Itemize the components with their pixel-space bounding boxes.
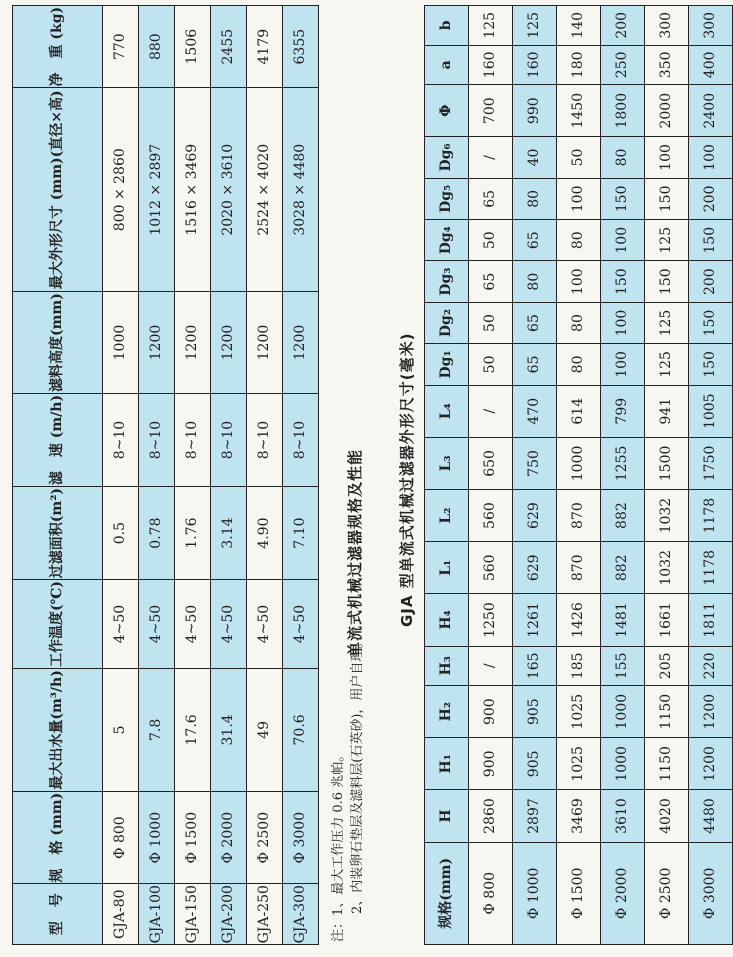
table-cell: 50 [557, 137, 601, 178]
table-cell: 65 [469, 178, 513, 219]
column-header: Dg₅ [425, 178, 469, 219]
table-cell: Φ 800 [103, 791, 139, 884]
table-cell: 160 [513, 45, 557, 85]
table-cell: 1200 [689, 738, 733, 790]
table-cell: 65 [513, 220, 557, 261]
table-cell: / [469, 385, 513, 437]
table-row [211, 6, 247, 945]
table-cell: 560 [469, 542, 513, 594]
table-header-row [425, 6, 469, 945]
table-cell: 3.14 [211, 487, 247, 580]
table-cell: 560 [469, 490, 513, 542]
table-header-row [13, 6, 103, 945]
table-cell: 900 [469, 686, 513, 738]
table-cell: Φ 2500 [247, 791, 283, 884]
table-cell: 125 [645, 344, 689, 385]
table-cell: 65 [513, 302, 557, 343]
table-cell: 470 [513, 385, 557, 437]
note-2: 2、内装卵石垫层及滤料层(石英砂)，用户自理。 [349, 635, 365, 914]
column-header: Dg₂ [425, 302, 469, 343]
table-cell: 1800 [601, 85, 645, 137]
table-cell: 941 [645, 385, 689, 437]
table-cell: GJA-250 [247, 884, 283, 945]
table-cell: 3610 [601, 790, 645, 842]
table-cell: 100 [601, 220, 645, 261]
table-cell: 150 [689, 344, 733, 385]
table-cell: 350 [645, 45, 689, 85]
table-cell: 160 [469, 45, 513, 85]
table-cell: 50 [469, 302, 513, 343]
table-row [645, 6, 689, 945]
column-header: 工作温度(℃) [13, 580, 103, 669]
column-header: 最大出水量(m³/h) [13, 668, 103, 791]
table-cell: 1426 [557, 594, 601, 646]
table-cell: Φ 3000 [689, 842, 733, 944]
table-cell: 165 [513, 646, 557, 686]
table-cell: 4~50 [283, 580, 319, 669]
table-cell: 880 [139, 6, 175, 88]
table-cell: 0.5 [103, 487, 139, 580]
table-cell: 1750 [689, 437, 733, 489]
table-cell: 4~50 [247, 580, 283, 669]
table-cell: 1200 [247, 292, 283, 394]
column-header: a [425, 45, 469, 85]
table-cell: / [469, 137, 513, 178]
table-cell: GJA-300 [283, 884, 319, 945]
table-cell: 1000 [601, 738, 645, 790]
table-cell: 2400 [689, 85, 733, 137]
table-cell: 2455 [211, 6, 247, 88]
table-cell: 155 [601, 646, 645, 686]
table-cell: 4179 [247, 6, 283, 88]
table-cell: 4~50 [211, 580, 247, 669]
column-header: 型 号 [13, 884, 103, 945]
table-cell: 8~10 [283, 394, 319, 487]
table-cell: 1255 [601, 437, 645, 489]
table-cell: 40 [513, 137, 557, 178]
column-header: 滤料高度(mm) [13, 292, 103, 394]
table-cell: 80 [601, 137, 645, 178]
notes [330, 636, 368, 942]
table-cell: 4.90 [247, 487, 283, 580]
table-row [175, 6, 211, 945]
table-cell: 4~50 [175, 580, 211, 669]
table-cell: 1150 [645, 686, 689, 738]
table-cell: 800 × 2860 [103, 88, 139, 292]
table-cell: 1000 [601, 686, 645, 738]
table-cell: 2000 [645, 85, 689, 137]
table-cell: 1032 [645, 542, 689, 594]
table-cell: 125 [645, 302, 689, 343]
table-cell: 150 [601, 261, 645, 302]
filter-dimension-table [424, 5, 733, 945]
table-cell: 80 [557, 344, 601, 385]
table-cell: GJA-150 [175, 884, 211, 945]
table-cell: 80 [513, 261, 557, 302]
table-cell: 1500 [645, 437, 689, 489]
table-cell: 31.4 [211, 668, 247, 791]
column-header: 过滤面积(m²) [13, 487, 103, 580]
table-cell: 100 [645, 137, 689, 178]
filter-spec-table [12, 5, 319, 945]
table-cell: 1178 [689, 490, 733, 542]
table-cell: 7.10 [283, 487, 319, 580]
table-cell: Φ 3000 [283, 791, 319, 884]
table-cell: 125 [513, 6, 557, 46]
table1-title: 单流式机械过滤器规格及性能 [346, 448, 364, 657]
table-cell: 990 [513, 85, 557, 137]
table-cell: 125 [645, 220, 689, 261]
table-cell: 4~50 [103, 580, 139, 669]
table-row [601, 6, 645, 945]
table-cell: 8~10 [247, 394, 283, 487]
table-row [557, 6, 601, 945]
table-cell: 1000 [103, 292, 139, 394]
table-cell: 100 [601, 344, 645, 385]
table-cell: 770 [103, 6, 139, 88]
table-cell: 300 [689, 6, 733, 46]
table-cell: 2524 × 4020 [247, 88, 283, 292]
table-cell: 5 [103, 668, 139, 791]
table-cell: 150 [645, 178, 689, 219]
table-cell: 882 [601, 542, 645, 594]
column-header: L₃ [425, 437, 469, 489]
table-cell: 629 [513, 542, 557, 594]
table-cell: 750 [513, 437, 557, 489]
table-cell: 6355 [283, 6, 319, 88]
table-cell: 0.78 [139, 487, 175, 580]
table-cell: 17.6 [175, 668, 211, 791]
table-cell: Φ 800 [469, 842, 513, 944]
table-cell: 4~50 [139, 580, 175, 669]
table-cell: 1025 [557, 738, 601, 790]
table-cell: 8~10 [175, 394, 211, 487]
table-row [513, 6, 557, 945]
table-cell: 1012 × 2897 [139, 88, 175, 292]
table-cell: 8~10 [139, 394, 175, 487]
table-cell: 50 [469, 344, 513, 385]
table-cell: 200 [689, 178, 733, 219]
table-cell: 4020 [645, 790, 689, 842]
column-header: H₃ [425, 646, 469, 686]
table-cell: 799 [601, 385, 645, 437]
table-cell: 1200 [283, 292, 319, 394]
table-cell: 650 [469, 437, 513, 489]
table-cell: GJA-200 [211, 884, 247, 945]
table-cell: 2860 [469, 790, 513, 842]
table-cell: 4480 [689, 790, 733, 842]
table-cell: 1150 [645, 738, 689, 790]
column-header: H₄ [425, 594, 469, 646]
table-row [139, 6, 175, 945]
column-header: Dg₄ [425, 220, 469, 261]
column-header: Dg₁ [425, 344, 469, 385]
table-cell: 1000 [557, 437, 601, 489]
note-1: 注：1、最大工作压力 0.6 兆帕。 [331, 748, 346, 942]
table-cell: 1005 [689, 385, 733, 437]
table-cell: 3469 [557, 790, 601, 842]
table-cell: 80 [557, 302, 601, 343]
column-header: H₂ [425, 686, 469, 738]
table-cell: 900 [469, 738, 513, 790]
table-row [103, 6, 139, 945]
table-cell: 700 [469, 85, 513, 137]
table-cell: 100 [601, 302, 645, 343]
table-cell: 3028 × 4480 [283, 88, 319, 292]
table-cell: Φ 2000 [601, 842, 645, 944]
column-header: b [425, 6, 469, 46]
table-cell: 905 [513, 686, 557, 738]
table-cell: 220 [689, 646, 733, 686]
table-cell: 2020 × 3610 [211, 88, 247, 292]
table-cell: 882 [601, 490, 645, 542]
table-cell: 150 [645, 261, 689, 302]
column-header: H [425, 790, 469, 842]
column-header: 规 格 (mm) [13, 791, 103, 884]
table-cell: 1250 [469, 594, 513, 646]
table-cell: 1032 [645, 490, 689, 542]
table-cell: 150 [689, 220, 733, 261]
table-cell: 200 [601, 6, 645, 46]
table-cell: 614 [557, 385, 601, 437]
table-cell: GJA-80 [103, 884, 139, 945]
table-cell: 150 [601, 178, 645, 219]
column-header: 净 重 (kg) [13, 6, 103, 88]
table-cell: 1200 [175, 292, 211, 394]
table-cell: 250 [601, 45, 645, 85]
table-cell: 905 [513, 738, 557, 790]
table-cell: 1200 [211, 292, 247, 394]
table-cell: 1261 [513, 594, 557, 646]
table-cell: 65 [513, 344, 557, 385]
table-cell: 7.8 [139, 668, 175, 791]
column-header: Dg₃ [425, 261, 469, 302]
table-cell: 150 [689, 302, 733, 343]
table-cell: 70.6 [283, 668, 319, 791]
table-cell: 400 [689, 45, 733, 85]
column-header: L₁ [425, 542, 469, 594]
table-cell: 80 [513, 178, 557, 219]
table-cell: 300 [645, 6, 689, 46]
table-cell: 185 [557, 646, 601, 686]
column-header: Dg₆ [425, 137, 469, 178]
table-cell: Φ 1000 [139, 791, 175, 884]
table-cell: 2897 [513, 790, 557, 842]
table-cell: 1200 [689, 686, 733, 738]
table-cell: 65 [469, 261, 513, 302]
column-header: H₁ [425, 738, 469, 790]
table-cell: Φ 2000 [211, 791, 247, 884]
column-header: 滤 速 (m/h) [13, 394, 103, 487]
column-header: L₄ [425, 385, 469, 437]
table-cell: 870 [557, 490, 601, 542]
table-cell: 125 [469, 6, 513, 46]
table-cell: 1506 [175, 6, 211, 88]
table-cell: 1450 [557, 85, 601, 137]
table2-title: GJA 型单流式机械过滤器外形尺寸(毫米) [398, 332, 416, 627]
table-cell: 140 [557, 6, 601, 46]
table-cell: 100 [557, 178, 601, 219]
table-cell: 200 [689, 261, 733, 302]
table-cell: 1200 [139, 292, 175, 394]
table-row [469, 6, 513, 945]
table-cell: 49 [247, 668, 283, 791]
column-header: 最大外形尺寸 (mm)(直径×高) [13, 88, 103, 292]
table-cell: 100 [557, 261, 601, 302]
table-row [247, 6, 283, 945]
table-cell: 180 [557, 45, 601, 85]
column-header: 规格(mm) [425, 842, 469, 944]
column-header: Φ [425, 85, 469, 137]
table-cell: Φ 1500 [557, 842, 601, 944]
table-cell: Φ 1000 [513, 842, 557, 944]
column-header: L₂ [425, 490, 469, 542]
table-cell: Φ 1500 [175, 791, 211, 884]
table-cell: GJA-100 [139, 884, 175, 945]
table-cell: 205 [645, 646, 689, 686]
table-cell: 8~10 [211, 394, 247, 487]
table-cell: / [469, 646, 513, 686]
table-cell: Φ 2500 [645, 842, 689, 944]
table-row [283, 6, 319, 945]
table-cell: 1025 [557, 686, 601, 738]
table-cell: 1.76 [175, 487, 211, 580]
table-cell: 1516 × 3469 [175, 88, 211, 292]
table-cell: 50 [469, 220, 513, 261]
table-cell: 80 [557, 220, 601, 261]
table-cell: 1481 [601, 594, 645, 646]
table-cell: 100 [689, 137, 733, 178]
table-cell: 8~10 [103, 394, 139, 487]
table-cell: 629 [513, 490, 557, 542]
table-cell: 870 [557, 542, 601, 594]
table-cell: 1811 [689, 594, 733, 646]
table-cell: 1178 [689, 542, 733, 594]
table-row [689, 6, 733, 945]
table-cell: 1661 [645, 594, 689, 646]
